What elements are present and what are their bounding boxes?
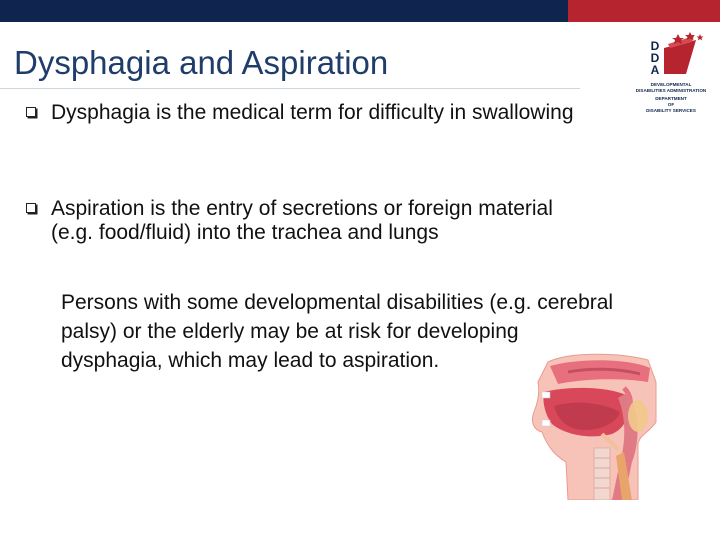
title-divider (0, 88, 580, 89)
logo-text-lower (626, 96, 716, 114)
top-bar-red-segment (568, 0, 720, 22)
throat-anatomy-illustration (528, 352, 658, 500)
logo-letters: D D A (650, 39, 660, 77)
bullet-text: Dysphagia is the medical term for difficulty in swallowing (51, 101, 574, 124)
logo-line-5: DISABILITY SERVICES (646, 108, 696, 113)
slide-title: Dysphagia and Aspiration (14, 44, 389, 81)
hollow-square-bullet-icon (26, 107, 36, 117)
risk-paragraph: Persons with some developmental disabilities (e.g. cerebral palsy) or the elderly may be at risk for developing dysphagia, which may lead to aspiration. (61, 291, 614, 372)
top-color-bar (0, 0, 720, 22)
logo-text-upper (626, 82, 716, 94)
dda-logo-icon (624, 30, 716, 122)
logo-wing-graphic (624, 30, 716, 90)
top-bar-navy-segment (0, 0, 568, 22)
logo-line-4: OF (667, 102, 675, 107)
logo-line-3: DEPARTMENT (655, 96, 687, 101)
logo-line-1: DEVELOPMENTAL (650, 82, 692, 87)
logo-line-2: DISABILITIES ADMINISTRATION (635, 88, 707, 93)
hollow-square-bullet-icon (26, 203, 36, 213)
bullet-text: Aspiration is the entry of secretions or foreign material (e.g. food/fluid) into the trachea and lungs (51, 197, 553, 244)
